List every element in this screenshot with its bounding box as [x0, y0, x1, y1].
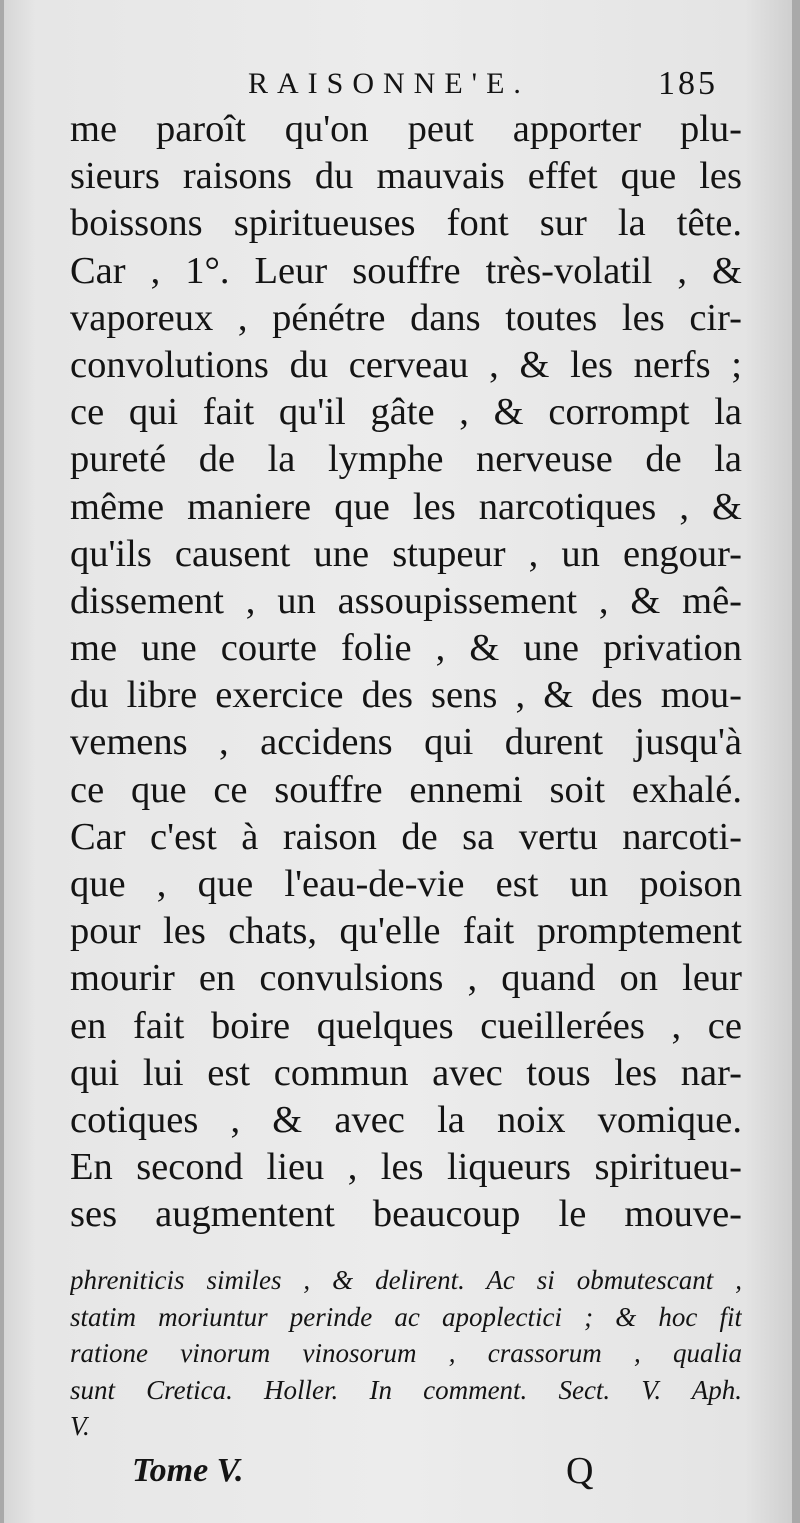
- footnote-line: V.: [70, 1411, 90, 1441]
- text-line: convolutions du cerveau , & les nerfs ;: [70, 343, 742, 386]
- text-line: qu'ils causent une stupeur , un engour-: [70, 532, 742, 575]
- text-line: que , que l'eau-de-vie est un poison: [70, 863, 742, 905]
- main-text: [70, 106, 742, 1239]
- text-line: pour les chats, qu'elle fait promptement: [70, 910, 742, 953]
- text-line: vemens , accidens qui durent jusqu'à: [70, 721, 742, 764]
- text-line: dissement , un assoupissement , & mê-: [70, 579, 742, 622]
- footnote-line: statim moriuntur perinde ac apoplectici ; & hoc fit: [70, 1301, 742, 1332]
- text-line: même maniere que les narcotiques , &: [70, 485, 742, 528]
- signature-mark: Q: [566, 1450, 594, 1492]
- text-line: cotiques , & avec la noix vomique.: [70, 1098, 742, 1141]
- footnote-line: sunt Cretica. Holler. In comment. Sect. V. Aph.: [70, 1374, 742, 1405]
- text-line: en fait boire quelques cueillerées , ce: [70, 1004, 742, 1047]
- text-line: qui lui est commun avec tous les nar-: [70, 1051, 742, 1094]
- page-footer: [4, 1447, 792, 1495]
- text-line: vaporeux , pénétre dans toutes les cir-: [70, 296, 742, 339]
- volume-signature: Tome V.: [132, 1452, 244, 1489]
- footnote-line: phreniticis similes , & delirent. Ac si obmutescant ,: [70, 1265, 742, 1295]
- footnote: [70, 1262, 742, 1445]
- text-line: sieurs raisons du mauvais effet que les: [70, 155, 742, 198]
- page-number: 185: [658, 65, 718, 102]
- text-line: ce que ce souffre ennemi soit exhalé.: [70, 768, 742, 811]
- text-line: ses augmentent beaucoup le mouve-: [70, 1193, 742, 1236]
- text-line: me paroît qu'on peut apporter plu-: [70, 108, 742, 150]
- text-line: mourir en convulsions , quand on leur: [70, 957, 742, 1000]
- page-header: [4, 62, 792, 106]
- text-line: me une courte folie , & une privation: [70, 627, 742, 670]
- text-line: du libre exercice des sens , & des mou-: [70, 674, 742, 717]
- text-line: Car , 1°. Leur souffre très-volatil , &: [70, 249, 742, 292]
- footnote-line: ratione vinorum vinosorum , crassorum , qualia: [70, 1338, 742, 1368]
- text-line: boissons spiritueuses font sur la tête.: [70, 202, 742, 245]
- text-line: ce qui fait qu'il gâte , & corrompt la: [70, 391, 742, 434]
- book-page: [4, 0, 792, 1523]
- text-line: Car c'est à raison de sa vertu narcoti-: [70, 815, 742, 858]
- text-line: pureté de la lymphe nerveuse de la: [70, 438, 742, 481]
- running-head: RAISONNE'E.: [248, 67, 530, 100]
- text-line: En second lieu , les liqueurs spiritueu-: [70, 1146, 742, 1189]
